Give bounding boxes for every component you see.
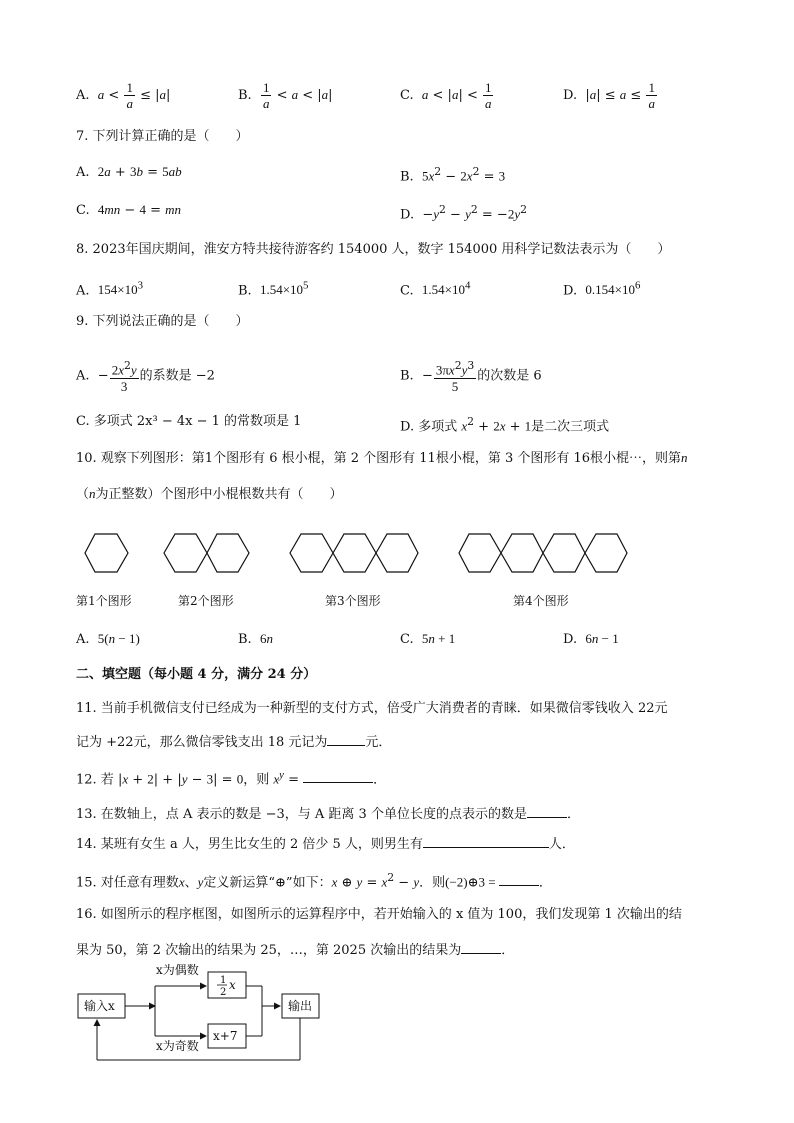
- q9-option-d: D. 多项式 $x^2 + 2x + 1$是二次三项式: [400, 415, 610, 435]
- figure-label-3: 第3个图形: [325, 594, 381, 608]
- figure-3-hexagon-3: [376, 534, 418, 572]
- figure-label-2: 第2个图形: [178, 594, 234, 608]
- figure-label-1: 第1个图形: [76, 594, 132, 608]
- q8-option-d: D. $0.154\times 10^6$: [563, 280, 641, 299]
- q7-option-d: D. $-y^2 - y^2 = -2y^2$: [400, 203, 527, 223]
- q8-option-a: A. $154\times 10^3$: [76, 280, 144, 299]
- figure-4-hexagon-1: [459, 534, 501, 572]
- odd-label: x为奇数: [156, 1039, 199, 1053]
- plus7-label: x+7: [213, 1029, 238, 1043]
- q9-a-tail: 的系数是 −2: [139, 368, 215, 384]
- figure-3-hexagon-2: [333, 534, 376, 572]
- q8-stem: 8. 2023年国庆期间，淮安方特共接待游客约 154000 人，数字 154000 用科学记数法表示为（ ）: [76, 242, 671, 257]
- figure-4-hexagon-3: [543, 534, 585, 572]
- output-label: 输出: [288, 999, 313, 1013]
- q13-answer-blank[interactable]: [527, 803, 567, 818]
- q14: 14. 某班有女生 a 人，男生比女生的 2 倍少 5 人，则男生有 人．: [76, 833, 575, 854]
- figure-1-hexagon: [85, 534, 128, 572]
- program-flowchart: [60, 958, 340, 1068]
- q9-option-b: B. − $\frac{3\pi x^2y^3}{5}$ 的次数是 6: [400, 359, 542, 395]
- q10-option-c: C. 5n + 1: [400, 631, 456, 647]
- q7-stem: 7. 下列计算正确的是（ ）: [76, 129, 249, 144]
- q8-option-c: C. $1.54\times 10^4$: [400, 280, 471, 299]
- figure-2-hexagon-1: [164, 534, 207, 572]
- section-2-title: 二、填空题（每小题 4 分，满分 24 分）: [76, 667, 317, 682]
- even-label: x为偶数: [156, 963, 199, 977]
- q10-stem-line2: （n为正整数）个图形中小棍根数共有（ ）: [76, 486, 343, 502]
- q6-option-b: B. $\frac{1}{a}$ < a < |a|: [238, 80, 333, 111]
- half-denominator: 2: [220, 987, 227, 998]
- q16-answer-blank[interactable]: [461, 939, 501, 954]
- q9-stem: 9. 下列说法正确的是（ ）: [76, 314, 249, 329]
- half-x: x: [229, 978, 236, 992]
- q10-option-a: A. 5(n − 1): [76, 631, 140, 647]
- q7-option-c: C. 4mn − 4 = mn: [76, 202, 182, 218]
- figure-2-hexagon-2: [207, 534, 249, 572]
- q9-option-c: C. 多项式 2x³ − 4x − 1 的常数项是 1: [76, 414, 302, 429]
- q16-line1: 16. 如图所示的程序框图，如图所示的运算程序中，若开始输入的 x 值为 100，我们发现第 1 次输出的结: [76, 907, 682, 922]
- q12: 12. 若 |x + 2| + |y − 3| = 0，则 $x^y$ = ．: [76, 769, 387, 788]
- q15: 15. 对任意有理数x、y定义新运算“⊕”如下：x ⊕ $y = x^2 - y$．则(−2)⊕3 = ．: [76, 871, 552, 891]
- q7-option-a: A. 2a + 3b = 5ab: [76, 164, 182, 180]
- q6-option-d: D. |a| ≤ a ≤ $\frac{1}{a}$: [563, 80, 655, 111]
- q13: 13. 在数轴上，点 A 表示的数是 −3，与 A 距离 3 个单位长度的点表示的数是 ．: [76, 803, 580, 824]
- figure-label-4: 第4个图形: [513, 594, 569, 608]
- input-label: 输入x: [84, 999, 115, 1013]
- q10-stem-line1: 10. 观察下列图形：第1个图形有 6 根小棍，第 2 个图形有 11根小棍，第 3 个图形有 16根小棍⋯，则第n: [76, 450, 688, 466]
- hexagon-figures: [0, 520, 794, 590]
- figure-4-hexagon-4: [585, 534, 627, 572]
- figure-3-hexagon-1: [290, 534, 333, 572]
- q15-answer-blank[interactable]: [499, 871, 539, 886]
- q7-option-b: B. $5x^2 - 2x^2 = 3$: [400, 165, 506, 185]
- q10-option-b: B. 6n: [238, 631, 273, 647]
- q11-line1: 11. 当前手机微信支付已经成为一种新型的支付方式，倍受广大消费者的青睐．如果微信零钱收入 22元: [76, 701, 668, 716]
- q8-option-b: B. $1.54\times 10^5$: [238, 280, 309, 299]
- q11-line2: 记为 +22元，那么微信零钱支出 18 元记为 元．: [76, 731, 391, 752]
- q10-option-d: D. 6n − 1: [563, 631, 619, 647]
- q6-option-a: A. a < $\frac{1}{a}$ ≤ |a|: [76, 80, 171, 111]
- q9-b-tail: 的次数是 6: [477, 368, 542, 384]
- q12-answer-blank[interactable]: [303, 768, 373, 783]
- q11-answer-blank[interactable]: [327, 731, 365, 746]
- half-numerator: 1: [220, 975, 227, 986]
- q6-option-c: C. a < |a| < $\frac{1}{a}$: [400, 80, 492, 111]
- q14-answer-blank[interactable]: [423, 833, 549, 848]
- q16-line2: 果为 50，第 2 次输出的结果为 25，…，第 2025 次输出的结果为 ．: [76, 939, 514, 960]
- q9-option-a: A. − $\frac{2x^2y}{3}$ 的系数是 −2: [76, 359, 215, 395]
- figure-4-hexagon-2: [501, 534, 543, 572]
